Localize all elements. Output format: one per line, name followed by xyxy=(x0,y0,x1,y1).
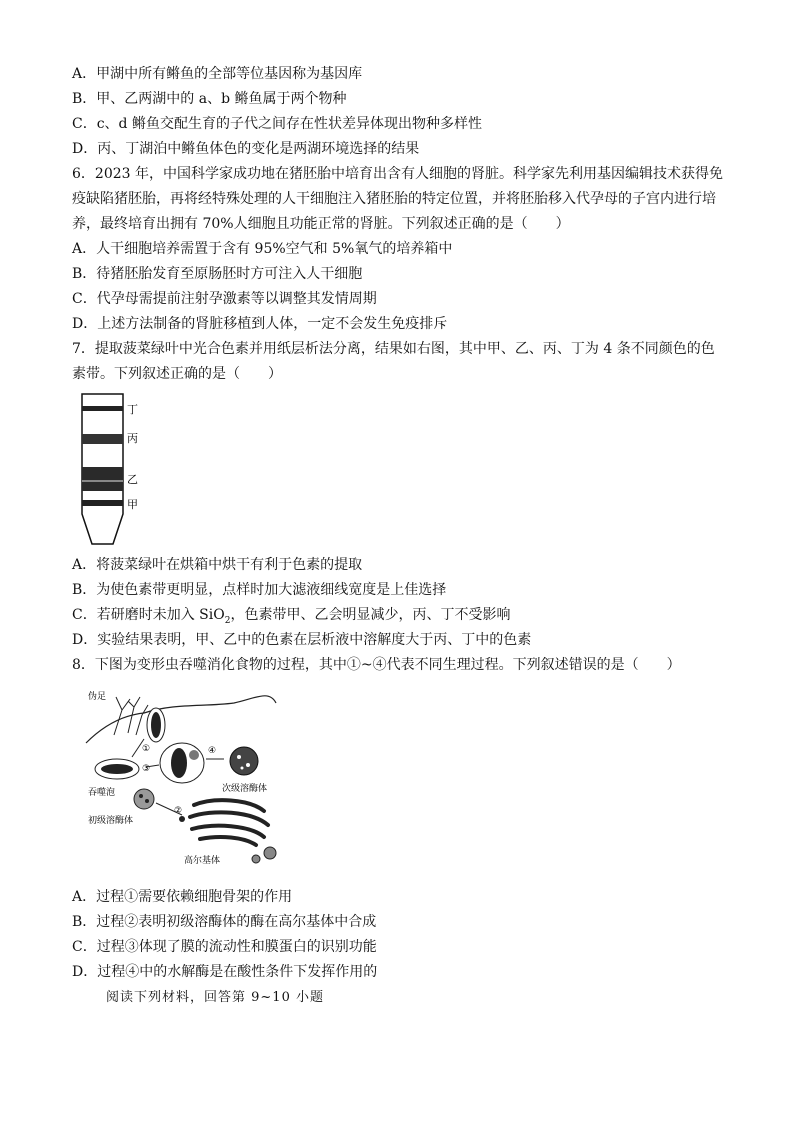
q6-stem-line3: 养，最终培育出拥有 70%人细胞且功能正常的肾脏。下列叙述正确的是（ ） xyxy=(72,216,570,232)
fusing-vesicle-content xyxy=(171,748,187,778)
q8-option-c: C．过程③体现了膜的流动性和膜蛋白的识别功能 xyxy=(72,939,377,955)
q6-option-a: A．人干细胞培养需置于含有 95%空气和 5%氧气的培养箱中 xyxy=(72,241,453,257)
q5-option-a: A．甲湖中所有鳉鱼的全部等位基因称为基因库 xyxy=(72,66,363,82)
pigment-band-jia xyxy=(82,500,123,506)
band-label-ding: 丁 xyxy=(127,403,138,416)
phagosome-content xyxy=(101,764,133,774)
label-secondary-lysosome: 次级溶酶体 xyxy=(222,784,268,794)
label-step4: ④ xyxy=(208,746,217,756)
band-label-yi: 乙 xyxy=(127,473,138,486)
phagocytosis-figure xyxy=(84,685,284,873)
pigment-band-yi-highlight xyxy=(82,480,123,482)
label-golgi: 高尔基体 xyxy=(184,856,221,866)
label-pseudopod: 伪足 xyxy=(88,692,107,702)
q7-option-c-subscript: 2 xyxy=(224,615,231,626)
lysosome-dot xyxy=(189,750,199,760)
q7-option-b: B．为使色素带更明显，点样时加大滤液细线宽度是上佳选择 xyxy=(72,582,447,598)
q6-stem-line2: 疫缺陷猪胚胎，再将经特殊处理的人干细胞注入猪胚胎的特定位置，并将胚胎移入代孕母的子宫内进行培 xyxy=(72,191,716,207)
label-step2: ② xyxy=(174,806,183,816)
chromatography-strip-figure xyxy=(80,392,150,547)
pigment-band-ding xyxy=(82,406,123,411)
label-step3: ③ xyxy=(142,764,151,774)
band-label-jia: 甲 xyxy=(127,498,138,511)
golgi-vesicle xyxy=(264,847,276,859)
cell-membrane xyxy=(86,696,276,743)
q7-option-a: A．将菠菜绿叶在烘箱中烘干有利于色素的提取 xyxy=(72,557,363,573)
q8-option-b: B．过程②表明初级溶酶体的酶在高尔基体中合成 xyxy=(72,914,377,930)
golgi-apparatus xyxy=(190,800,268,845)
q7-option-c xyxy=(72,605,510,631)
q6-option-c: C．代孕母需提前注射孕激素等以调整其发情周期 xyxy=(72,291,377,307)
q7-option-c-pre: C．若研磨时未加入 SiO xyxy=(72,607,225,623)
q6-stem-line1: 6．2023 年，中国科学家成功地在猪胚胎中培育出含有人细胞的肾脏。科学家先利用基因编辑技术获得免 xyxy=(72,166,723,182)
primary-lysosome xyxy=(134,789,154,809)
reading-material-note: 阅读下列材料，回答第 9~10 小题 xyxy=(106,990,324,1005)
q6-option-d: D．上述方法制备的肾脏移植到人体，一定不会发生免疫排斥 xyxy=(72,316,448,332)
q6-option-b: B．待猪胚胎发育至原肠胚时方可注入人干细胞 xyxy=(72,266,363,282)
label-phagosome: 吞噬泡 xyxy=(88,788,116,798)
pigment-band-bing xyxy=(82,434,123,444)
q7-option-c-post: ，色素带甲、乙会明显减少，丙、丁不受影响 xyxy=(230,607,511,623)
q7-stem-line1: 7．提取菠菜绿叶中光合色素并用纸层析法分离，结果如右图，其中甲、乙、丙、丁为 4 条不同颜色的色 xyxy=(72,341,715,357)
band-label-bing: 丙 xyxy=(127,432,138,445)
label-step1: ① xyxy=(142,744,151,754)
q7-option-d: D．实验结果表明，甲、乙中的色素在层析液中溶解度大于丙、丁中的色素 xyxy=(72,632,532,648)
q7-stem-line2: 素带。下列叙述正确的是（ ） xyxy=(72,366,282,382)
secondary-lysosome xyxy=(230,747,258,775)
q8-stem: 8．下图为变形虫吞噬消化食物的过程，其中①~④代表不同生理过程。下列叙述错误的是（ ） xyxy=(72,657,681,673)
q8-option-d: D．过程④中的水解酶是在酸性条件下发挥作用的 xyxy=(72,964,378,980)
q5-option-d: D．丙、丁湖泊中鳉鱼体色的变化是两湖环境选择的结果 xyxy=(72,141,420,157)
q8-option-a: A．过程①需要依赖细胞骨架的作用 xyxy=(72,889,293,905)
food-particle xyxy=(151,712,161,738)
label-primary-lysosome: 初级溶酶体 xyxy=(88,816,134,826)
pigment-band-yi xyxy=(82,467,123,491)
q5-option-b: B．甲、乙两湖中的 a、b 鳉鱼属于两个物种 xyxy=(72,91,347,107)
q5-option-c: C．c、d 鳉鱼交配生育的子代之间存在性状差异体现出物种多样性 xyxy=(72,116,482,132)
